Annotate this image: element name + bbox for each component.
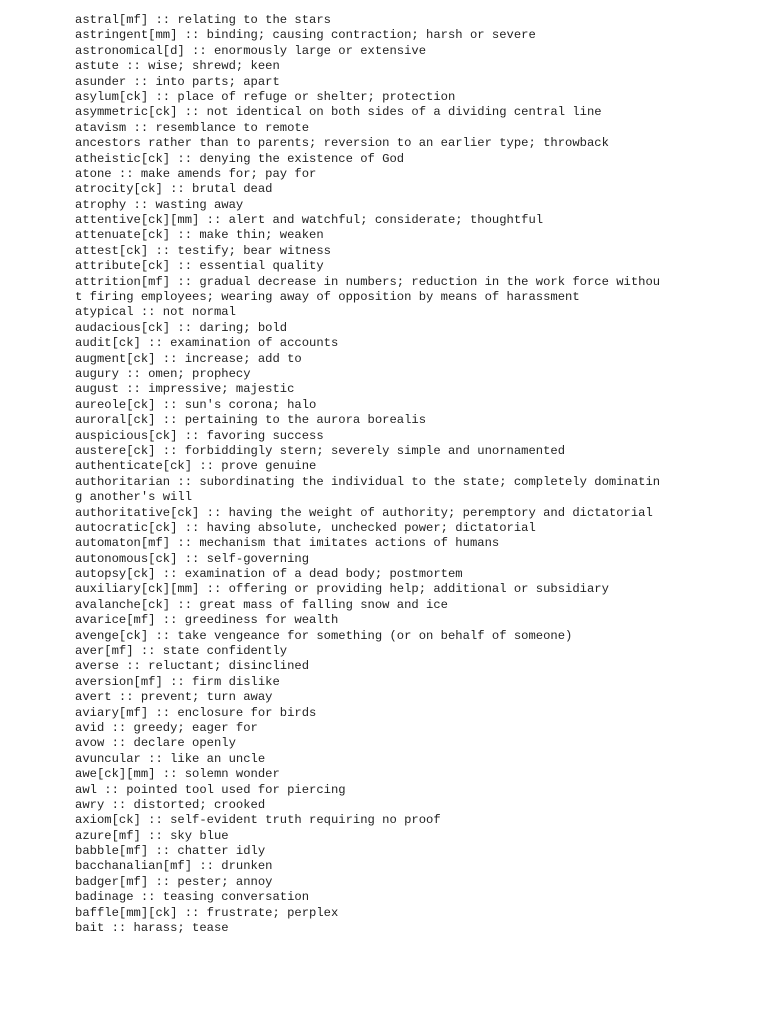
vocabulary-line: auxiliary[ck][mm] :: offering or providing help; additional or subsidiary <box>75 582 609 597</box>
vocabulary-line: atrocity[ck] :: brutal dead <box>75 182 273 197</box>
vocabulary-line: bait :: harass; tease <box>75 921 229 936</box>
vocabulary-line: avarice[mf] :: greediness for wealth <box>75 613 339 628</box>
vocabulary-line: avuncular :: like an uncle <box>75 751 266 766</box>
vocabulary-line: asunder :: into parts; apart <box>75 74 280 89</box>
vocabulary-line: augment[ck] :: increase; add to <box>75 351 302 366</box>
vocabulary-line: atone :: make amends for; pay for <box>75 166 317 181</box>
vocabulary-line: atavism :: resemblance to remote <box>75 120 310 135</box>
vocabulary-line: authoritative[ck] :: having the weight of authority; peremptory and dictatorial <box>75 505 653 520</box>
vocabulary-line: astral[mf] :: relating to the stars <box>75 13 331 27</box>
vocabulary-line: g another's will <box>75 490 193 505</box>
vocabulary-line: awe[ck][mm] :: solemn wonder <box>75 767 280 782</box>
vocabulary-line: awry :: distorted; crooked <box>75 797 266 812</box>
vocabulary-line: badger[mf] :: pester; annoy <box>75 874 273 889</box>
vocabulary-line: authoritarian :: subordinating the individual to the state; completely dominatin <box>75 474 661 489</box>
vocabulary-line: astronomical[d] :: enormously large or extensive <box>75 43 427 58</box>
vocabulary-line: automaton[mf] :: mechanism that imitates actions of humans <box>75 536 500 551</box>
vocabulary-line: aureole[ck] :: sun's corona; halo <box>75 397 317 412</box>
vocabulary-line: autopsy[ck] :: examination of a dead body; postmortem <box>75 567 463 582</box>
vocabulary-line: astringent[mm] :: binding; causing contraction; harsh or severe <box>75 28 536 43</box>
vocabulary-line: atypical :: not normal <box>75 305 236 320</box>
vocabulary-line: autonomous[ck] :: self-governing <box>75 551 310 566</box>
vocabulary-line: augury :: omen; prophecy <box>75 366 251 381</box>
vocabulary-line: asylum[ck] :: place of refuge or shelter; protection <box>75 89 456 104</box>
word-list-document <box>75 13 675 936</box>
vocabulary-line: aversion[mf] :: firm dislike <box>75 674 280 689</box>
vocabulary-line: badinage :: teasing conversation <box>75 890 310 905</box>
vocabulary-line: attribute[ck] :: essential quality <box>75 259 324 274</box>
vocabulary-line: aver[mf] :: state confidently <box>75 644 288 659</box>
vocabulary-line: babble[mf] :: chatter idly <box>75 844 266 859</box>
vocabulary-line: bacchanalian[mf] :: drunken <box>75 859 273 874</box>
vocabulary-line: azure[mf] :: sky blue <box>75 828 229 843</box>
vocabulary-line: attentive[ck][mm] :: alert and watchful; considerate; thoughtful <box>75 213 544 228</box>
vocabulary-line: august :: impressive; majestic <box>75 382 295 397</box>
vocabulary-line: avert :: prevent; turn away <box>75 690 273 705</box>
vocabulary-line: authenticate[ck] :: prove genuine <box>75 459 317 474</box>
vocabulary-line: awl :: pointed tool used for piercing <box>75 782 346 797</box>
vocabulary-line: audacious[ck] :: daring; bold <box>75 320 288 335</box>
vocabulary-line: aviary[mf] :: enclosure for birds <box>75 705 317 720</box>
vocabulary-line: atrophy :: wasting away <box>75 197 244 212</box>
vocabulary-line: auroral[ck] :: pertaining to the aurora borealis <box>75 413 427 428</box>
vocabulary-line: asymmetric[ck] :: not identical on both sides of a dividing central line <box>75 105 602 120</box>
vocabulary-line: averse :: reluctant; disinclined <box>75 659 310 674</box>
vocabulary-line: autocratic[ck] :: having absolute, unchecked power; dictatorial <box>75 520 536 535</box>
vocabulary-line: avow :: declare openly <box>75 736 236 751</box>
vocabulary-line: auspicious[ck] :: favoring success <box>75 428 324 443</box>
vocabulary-line: austere[ck] :: forbiddingly stern; severely simple and unornamented <box>75 443 566 458</box>
vocabulary-line: avenge[ck] :: take vengeance for something (or on behalf of someone) <box>75 628 573 643</box>
vocabulary-line: t firing employees; wearing away of opposition by means of harassment <box>75 290 580 305</box>
vocabulary-line: attest[ck] :: testify; bear witness <box>75 243 331 258</box>
vocabulary-line: axiom[ck] :: self-evident truth requiring no proof <box>75 813 441 828</box>
vocabulary-line: attrition[mf] :: gradual decrease in numbers; reduction in the work force withou <box>75 274 661 289</box>
vocabulary-line: audit[ck] :: examination of accounts <box>75 336 339 351</box>
vocabulary-line: atheistic[ck] :: denying the existence of God <box>75 151 405 166</box>
vocabulary-line: attenuate[ck] :: make thin; weaken <box>75 228 324 243</box>
vocabulary-line: baffle[mm][ck] :: frustrate; perplex <box>75 905 339 920</box>
vocabulary-line: avid :: greedy; eager for <box>75 720 258 735</box>
vocabulary-line: astute :: wise; shrewd; keen <box>75 59 280 74</box>
vocabulary-line: ancestors rather than to parents; reversion to an earlier type; throwback <box>75 136 609 151</box>
vocabulary-line: avalanche[ck] :: great mass of falling snow and ice <box>75 597 448 612</box>
